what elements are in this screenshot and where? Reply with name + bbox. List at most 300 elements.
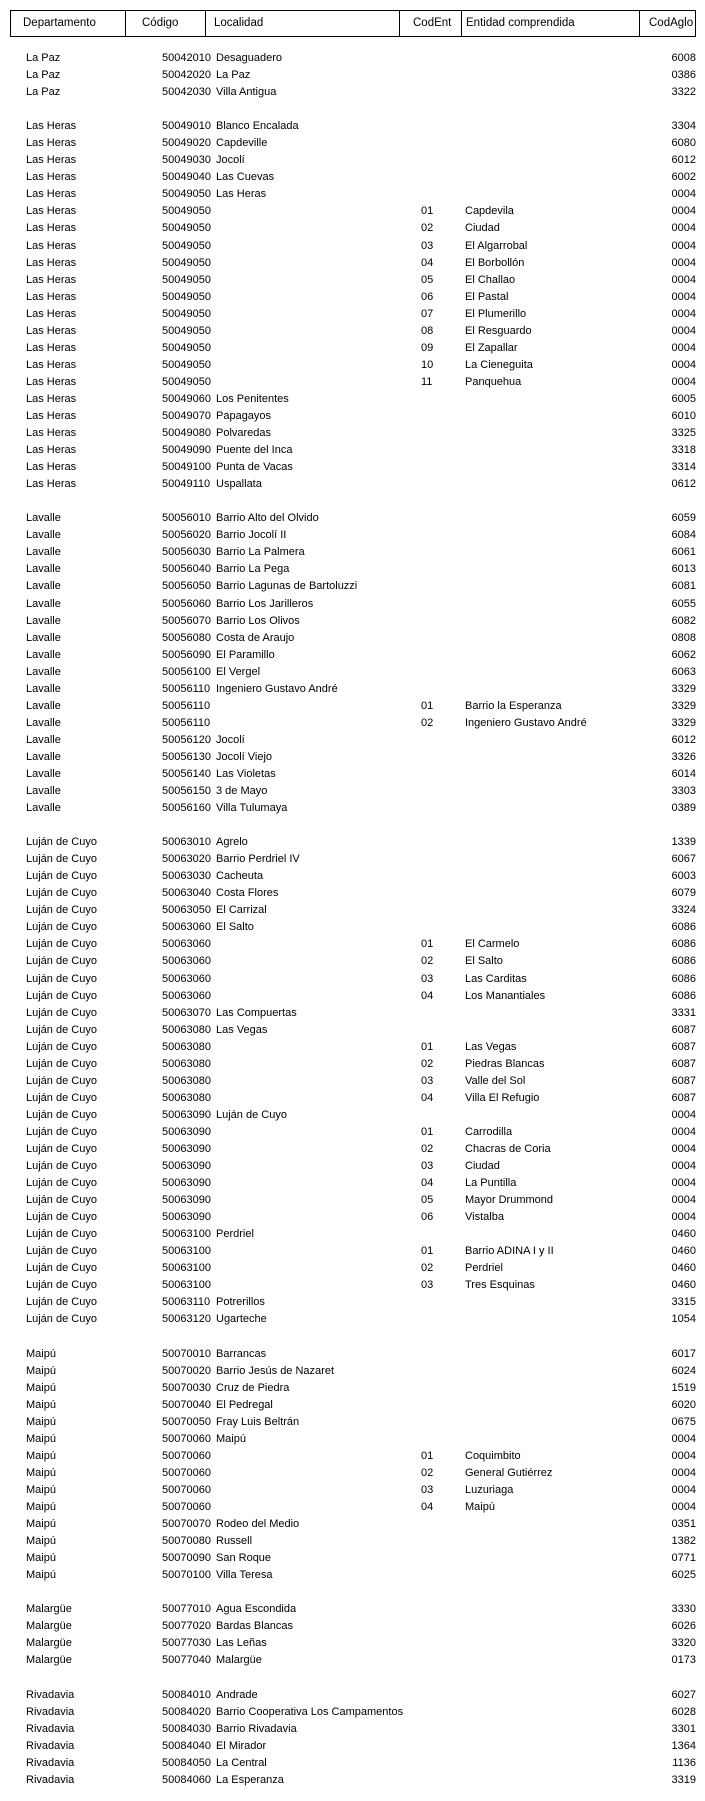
departamento-cell: Las Heras [26, 290, 77, 303]
localidad-cell: Agua Escondida [216, 1603, 297, 1616]
departamento-cell: Luján de Cuyo [26, 1125, 97, 1138]
departamento-cell: Luján de Cuyo [26, 1160, 97, 1173]
codigo-cell: 50042030 [162, 86, 211, 99]
codaglo-cell: 6087 [671, 1057, 696, 1070]
table-row [0, 1550, 705, 1567]
entidad-cell: Ingeniero Gustavo André [465, 716, 587, 729]
codaglo-cell: 0004 [671, 1177, 696, 1190]
table-row [0, 1465, 705, 1482]
departamento-cell: Luján de Cuyo [26, 1091, 97, 1104]
codigo-cell: 50056010 [162, 512, 211, 525]
table-row [0, 1516, 705, 1533]
codigo-cell: 50070060 [162, 1466, 211, 1479]
departamento-cell: Maipú [26, 1552, 56, 1565]
table-row [0, 902, 705, 919]
codaglo-cell: 6087 [671, 1023, 696, 1036]
departamento-cell: Lavalle [26, 580, 61, 593]
departamento-cell: Luján de Cuyo [26, 1313, 97, 1326]
table-row [0, 578, 705, 595]
localidad-cell: Barrio Cooperativa Los Campamentos [216, 1705, 404, 1718]
localidad-cell: Uspallata [216, 478, 262, 491]
table-row [0, 1192, 705, 1209]
codaglo-cell: 1054 [671, 1313, 696, 1326]
entidad-cell: Barrio la Esperanza [465, 699, 562, 712]
codaglo-cell: 6059 [671, 512, 696, 525]
table-row [0, 1090, 705, 1107]
table-row [0, 357, 705, 374]
departamento-cell: Luján de Cuyo [26, 1262, 97, 1275]
localidad-cell: Las Vegas [216, 1023, 268, 1036]
codaglo-cell: 0386 [671, 69, 696, 82]
codent-cell: 02 [421, 716, 434, 729]
localidad-cell: Capdeville [216, 137, 268, 150]
table-row [0, 596, 705, 613]
codaglo-cell: 0004 [671, 1143, 696, 1155]
localidad-cell: San Roque [216, 1552, 272, 1565]
codaglo-cell: 0004 [671, 324, 696, 337]
codaglo-cell: 0004 [671, 307, 696, 320]
table-row [0, 1124, 705, 1141]
departamento-cell: Luján de Cuyo [26, 1108, 97, 1121]
header-localidad: Localidad [214, 17, 264, 29]
codent-cell: 01 [421, 1125, 434, 1138]
codaglo-cell: 0771 [671, 1552, 696, 1565]
codigo-cell: 50070020 [162, 1364, 211, 1377]
table-row [0, 834, 705, 851]
table-row [0, 1618, 705, 1635]
entidad-cell: Capdevila [465, 205, 514, 218]
departamento-cell: Lavalle [26, 546, 61, 559]
codaglo-cell: 1382 [671, 1535, 696, 1548]
header-departamento: Departamento [23, 17, 96, 29]
codaglo-cell: 3331 [671, 1006, 696, 1019]
codaglo-cell: 0004 [671, 1125, 696, 1138]
codaglo-cell: 6055 [671, 597, 696, 610]
table-row [0, 698, 705, 715]
table-row [0, 1704, 705, 1721]
codigo-cell: 50049020 [162, 137, 211, 150]
codaglo-cell: 3315 [671, 1296, 696, 1309]
table-row [0, 118, 705, 135]
column-divider [461, 11, 462, 36]
codigo-cell: 50056160 [162, 802, 211, 815]
localidad-cell: Perdriel [216, 1228, 254, 1241]
departamento-cell: Lavalle [26, 750, 61, 763]
table-row [0, 1107, 705, 1124]
departamento-cell: Luján de Cuyo [26, 921, 97, 934]
entidad-cell: Mayor Drummond [465, 1194, 554, 1207]
table-row [0, 1311, 705, 1328]
codaglo-cell: 1136 [672, 1756, 696, 1769]
codigo-cell: 50056020 [162, 529, 211, 542]
localidad-cell: Ugarteche [216, 1313, 267, 1326]
codaglo-cell: 6087 [671, 1074, 696, 1087]
localidad-cell: Barrio Jocolí II [216, 529, 287, 542]
codaglo-cell: 1364 [671, 1739, 696, 1752]
table-row [0, 1141, 705, 1158]
codigo-cell: 50049110 [162, 478, 211, 491]
departamento-cell: La Paz [26, 52, 61, 64]
table-row [0, 1482, 705, 1499]
departamento-cell: Maipú [26, 1449, 56, 1462]
codaglo-cell: 6067 [671, 853, 696, 866]
table-row [0, 238, 705, 255]
departamento-cell: Lavalle [26, 529, 61, 542]
codaglo-cell: 6003 [671, 870, 696, 883]
codigo-cell: 50063080 [162, 1040, 211, 1053]
table-row [0, 1260, 705, 1277]
departamento-cell: Rivadavia [26, 1756, 75, 1769]
departamento-cell: Malargüe [26, 1603, 72, 1616]
entidad-cell: El Salto [465, 955, 503, 968]
entidad-cell: El Challao [465, 273, 516, 286]
table-row [0, 510, 705, 527]
column-divider [205, 11, 206, 36]
codigo-cell: 50063020 [162, 853, 211, 866]
table-row [0, 340, 705, 357]
codaglo-cell: 0004 [671, 1108, 696, 1121]
table-row [0, 527, 705, 544]
codigo-cell: 50063090 [162, 1194, 211, 1207]
table-row [0, 323, 705, 340]
localidad-cell: Desaguadero [216, 52, 283, 64]
codigo-cell: 50063030 [162, 870, 211, 883]
codent-cell: 02 [421, 1262, 434, 1275]
codigo-cell: 50063090 [162, 1143, 211, 1155]
table-row [0, 84, 705, 101]
table-row [0, 613, 705, 630]
table-row [0, 1073, 705, 1090]
codigo-cell: 50070040 [162, 1398, 211, 1411]
departamento-cell: Las Heras [26, 256, 77, 269]
entidad-cell: El Plumerillo [465, 307, 527, 320]
departamento-cell: Luján de Cuyo [26, 972, 97, 985]
departamento-cell: Rivadavia [26, 1722, 75, 1735]
codigo-cell: 50049050 [162, 307, 211, 320]
entidad-cell: Maipú [465, 1500, 495, 1513]
table-row [0, 1635, 705, 1652]
codigo-cell: 50077030 [162, 1637, 211, 1650]
departamento-cell: Maipú [26, 1466, 56, 1479]
codigo-cell: 50049050 [162, 341, 211, 354]
departamento-cell: Las Heras [26, 137, 77, 150]
codaglo-cell: 0004 [671, 375, 696, 388]
codent-cell: 04 [421, 1177, 434, 1190]
codaglo-cell: 3304 [671, 120, 696, 133]
localidad-cell: Russell [216, 1535, 253, 1548]
table-row [0, 67, 705, 84]
codaglo-cell: 0004 [671, 290, 696, 303]
localidad-cell: Blanco Encalada [216, 120, 299, 133]
departamento-cell: Luján de Cuyo [26, 836, 97, 849]
codaglo-cell: 6027 [671, 1688, 696, 1701]
localidad-cell: El Salto [216, 921, 254, 934]
entidad-cell: Piedras Blancas [465, 1057, 545, 1070]
departamento-cell: Luján de Cuyo [26, 1006, 97, 1019]
localidad-cell: Las Cuevas [216, 171, 275, 184]
codigo-cell: 50084060 [162, 1773, 211, 1786]
table-row [0, 306, 705, 323]
codent-cell: 01 [421, 1449, 434, 1462]
localidad-cell: La Esperanza [216, 1773, 284, 1786]
localidad-cell: Los Penitentes [216, 392, 289, 405]
departamento-cell: Las Heras [26, 171, 77, 184]
localidad-cell: Jocolí [216, 733, 245, 746]
table-row [0, 1721, 705, 1738]
localidad-cell: Las Leñas [216, 1637, 267, 1650]
entidad-cell: Chacras de Coria [465, 1143, 551, 1155]
localidad-cell: Las Violetas [216, 767, 276, 780]
group-spacer [0, 817, 705, 834]
codigo-cell: 50063080 [162, 1074, 211, 1087]
codigo-cell: 50049050 [162, 222, 211, 235]
table-row [0, 1772, 705, 1789]
departamento-cell: Las Heras [26, 461, 77, 474]
codaglo-cell: 0612 [671, 478, 696, 491]
table-row [0, 50, 705, 67]
table-row [0, 664, 705, 681]
codigo-cell: 50042020 [162, 69, 211, 82]
departamento-cell: Maipú [26, 1535, 56, 1548]
departamento-cell: Luján de Cuyo [26, 1228, 97, 1241]
codent-cell: 01 [421, 205, 434, 218]
table-row [0, 851, 705, 868]
codigo-cell: 50063060 [162, 989, 211, 1002]
codent-cell: 01 [421, 699, 434, 712]
table-row [0, 1652, 705, 1669]
codigo-cell: 50070050 [162, 1415, 211, 1428]
codigo-cell: 50063060 [162, 921, 211, 934]
codaglo-cell: 6063 [671, 665, 696, 678]
localidad-cell: Punta de Vacas [216, 461, 293, 474]
codent-cell: 11 [421, 375, 433, 388]
codent-cell: 05 [421, 273, 434, 286]
localidad-cell: El Paramillo [216, 648, 275, 661]
codaglo-cell: 6010 [671, 409, 696, 422]
codaglo-cell: 0004 [671, 1466, 696, 1479]
table-row [0, 885, 705, 902]
codent-cell: 07 [421, 307, 434, 320]
codaglo-cell: 6086 [671, 921, 696, 934]
departamento-cell: Lavalle [26, 785, 61, 798]
codigo-cell: 50049080 [162, 427, 211, 440]
codaglo-cell: 0004 [671, 1211, 696, 1224]
departamento-cell: Las Heras [26, 358, 77, 371]
codaglo-cell: 6005 [671, 392, 696, 405]
codaglo-cell: 6082 [671, 614, 696, 627]
localidad-cell: Barrio La Pega [216, 563, 290, 576]
departamento-cell: Luján de Cuyo [26, 904, 97, 917]
departamento-cell: Las Heras [26, 120, 77, 133]
localidad-cell: Barrio Jesús de Nazaret [216, 1364, 334, 1377]
localidad-cell: Jocolí [216, 154, 245, 167]
departamento-cell: Luján de Cuyo [26, 870, 97, 883]
codaglo-cell: 0004 [671, 1194, 696, 1207]
table-row [0, 1363, 705, 1380]
localidad-cell: El Carrizal [216, 904, 267, 917]
entidad-cell: Las Vegas [465, 1040, 517, 1053]
departamento-cell: Luján de Cuyo [26, 1057, 97, 1070]
codaglo-cell: 3329 [671, 682, 696, 695]
localidad-cell: Fray Luis Beltrán [216, 1415, 300, 1428]
codent-cell: 02 [421, 955, 434, 968]
codaglo-cell: 0004 [671, 1160, 696, 1173]
localidad-cell: Las Compuertas [216, 1006, 297, 1019]
localidad-cell: Andrade [216, 1688, 258, 1701]
departamento-cell: Luján de Cuyo [26, 1296, 97, 1309]
localidad-cell: 3 de Mayo [216, 785, 268, 798]
departamento-cell: Lavalle [26, 802, 61, 815]
table-row [0, 425, 705, 442]
codaglo-cell: 6081 [671, 580, 696, 593]
codigo-cell: 50049100 [162, 461, 211, 474]
codigo-cell: 50056110 [162, 699, 211, 712]
departamento-cell: Luján de Cuyo [26, 1040, 97, 1053]
codigo-cell: 50063090 [162, 1160, 211, 1173]
table-row [0, 1687, 705, 1704]
codaglo-cell: 0004 [671, 256, 696, 269]
codigo-cell: 50063090 [162, 1211, 211, 1224]
localidad-cell: La Paz [216, 69, 251, 82]
departamento-cell: Luján de Cuyo [26, 1245, 97, 1258]
table-row [0, 1056, 705, 1073]
codigo-cell: 50084050 [162, 1756, 211, 1769]
codigo-cell: 50063100 [162, 1245, 211, 1258]
localidad-cell: Luján de Cuyo [216, 1108, 287, 1121]
departamento-cell: Luján de Cuyo [26, 955, 97, 968]
departamento-cell: Maipú [26, 1432, 56, 1445]
codigo-cell: 50063110 [162, 1296, 211, 1309]
codaglo-cell: 0004 [671, 1432, 696, 1445]
group-spacer [0, 1329, 705, 1346]
departamento-cell: Lavalle [26, 716, 61, 729]
departamento-cell: Las Heras [26, 154, 77, 167]
departamento-cell: Maipú [26, 1347, 56, 1360]
codent-cell: 03 [421, 1160, 434, 1173]
codaglo-cell: 3329 [671, 699, 696, 712]
table-row [0, 1380, 705, 1397]
table-row [0, 1175, 705, 1192]
table-row [0, 732, 705, 749]
codaglo-cell: 6012 [671, 733, 696, 746]
codigo-cell: 50049010 [162, 120, 211, 133]
codaglo-cell: 6028 [671, 1705, 696, 1718]
entidad-cell: Ciudad [465, 1160, 500, 1173]
departamento-cell: Las Heras [26, 307, 77, 320]
departamento-cell: Las Heras [26, 205, 77, 218]
table-row [0, 442, 705, 459]
departamento-cell: Las Heras [26, 478, 77, 491]
departamento-cell: Luján de Cuyo [26, 989, 97, 1002]
codent-cell: 03 [421, 1483, 434, 1496]
localidad-cell: Potrerillos [216, 1296, 265, 1309]
codaglo-cell: 6062 [671, 648, 696, 661]
entidad-cell: Tres Esquinas [465, 1279, 535, 1292]
group-spacer [0, 1584, 705, 1601]
entidad-cell: El Borbollón [465, 256, 525, 269]
localidad-cell: Barrio Los Olivos [216, 614, 300, 627]
table-row [0, 203, 705, 220]
table-row [0, 186, 705, 203]
codaglo-cell: 3319 [671, 1773, 696, 1786]
departamento-cell: Malargüe [26, 1654, 72, 1667]
codigo-cell: 50063090 [162, 1108, 211, 1121]
codigo-cell: 50063080 [162, 1023, 211, 1036]
table-row [0, 868, 705, 885]
table-row [0, 988, 705, 1005]
departamento-cell: Lavalle [26, 563, 61, 576]
table-row [0, 220, 705, 237]
codaglo-cell: 6017 [671, 1347, 696, 1360]
table-row [0, 1039, 705, 1056]
entidad-cell: Las Carditas [465, 972, 527, 985]
entidad-cell: Luzuriaga [465, 1483, 514, 1496]
localidad-cell: Costa Flores [216, 887, 279, 900]
localidad-cell: Bardas Blancas [216, 1620, 294, 1633]
table-row [0, 374, 705, 391]
codaglo-cell: 6079 [671, 887, 696, 900]
localidad-cell: Agrelo [216, 836, 248, 849]
header-entidad: Entidad comprendida [466, 17, 575, 29]
codigo-cell: 50056080 [162, 631, 211, 644]
table-row [0, 1738, 705, 1755]
codaglo-cell: 0004 [671, 358, 696, 371]
codaglo-cell: 0460 [671, 1262, 696, 1275]
codent-cell: 02 [421, 1057, 434, 1070]
codigo-cell: 50063080 [162, 1091, 211, 1104]
codigo-cell: 50056110 [162, 716, 211, 729]
codigo-cell: 50084010 [162, 1688, 211, 1701]
codaglo-cell: 3320 [671, 1637, 696, 1650]
codigo-cell: 50056110 [162, 682, 211, 695]
table-row [0, 1022, 705, 1039]
table-row [0, 476, 705, 493]
departamento-cell: Las Heras [26, 239, 77, 252]
codaglo-cell: 6012 [671, 154, 696, 167]
table-body [0, 50, 705, 1789]
entidad-cell: Panquehua [465, 375, 522, 388]
departamento-cell: Luján de Cuyo [26, 1279, 97, 1292]
codigo-cell: 50063060 [162, 972, 211, 985]
departamento-cell: Maipú [26, 1364, 56, 1377]
localidad-cell: Cruz de Piedra [216, 1381, 290, 1394]
codaglo-cell: 6061 [671, 546, 696, 559]
codaglo-cell: 6024 [671, 1364, 696, 1377]
codigo-cell: 50070090 [162, 1552, 211, 1565]
codaglo-cell: 0004 [671, 1483, 696, 1496]
codaglo-cell: 6026 [671, 1620, 696, 1633]
codigo-cell: 50063100 [162, 1228, 211, 1241]
codigo-cell: 50056070 [162, 614, 211, 627]
table-row [0, 630, 705, 647]
departamento-cell: Lavalle [26, 665, 61, 678]
codaglo-cell: 6013 [671, 563, 696, 576]
group-spacer [0, 101, 705, 118]
localidad-cell: Villa Antigua [216, 86, 277, 99]
codent-cell: 03 [421, 1279, 434, 1292]
codent-cell: 03 [421, 972, 434, 985]
codigo-cell: 50070070 [162, 1518, 211, 1531]
localidad-cell: Barrio Alto del Olvido [216, 512, 319, 525]
table-row [0, 459, 705, 476]
codaglo-cell: 0004 [671, 1500, 696, 1513]
localidad-cell: Costa de Araujo [216, 631, 295, 644]
departamento-cell: Rivadavia [26, 1773, 75, 1786]
table-row [0, 135, 705, 152]
codigo-cell: 50056150 [162, 785, 211, 798]
departamento-cell: Luján de Cuyo [26, 1194, 97, 1207]
entidad-cell: Carrodilla [465, 1125, 513, 1138]
